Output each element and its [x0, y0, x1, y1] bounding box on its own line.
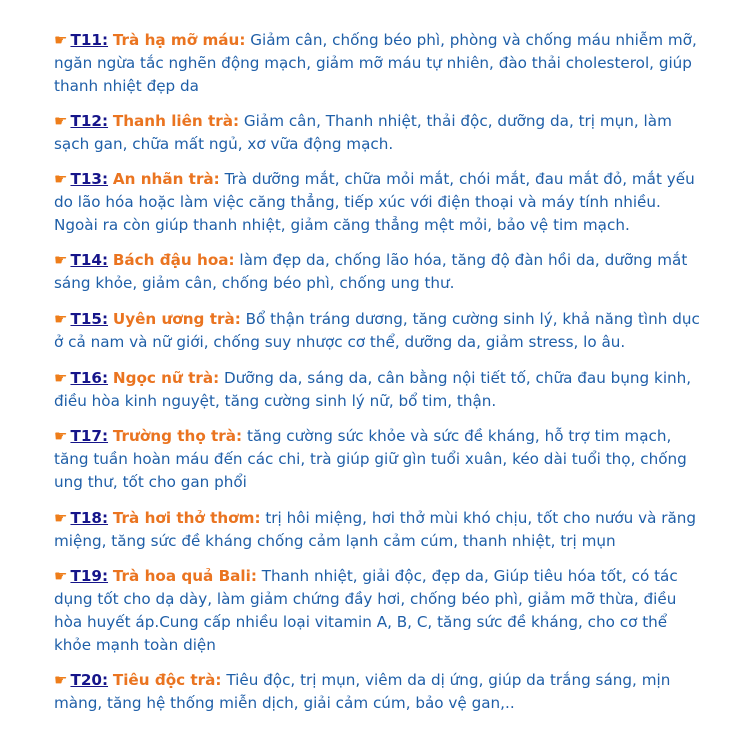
pointing-hand-icon: ☛: [54, 251, 68, 269]
pointing-hand-icon: ☛: [54, 31, 68, 49]
pointing-hand-icon: ☛: [54, 567, 68, 585]
tea-title: Uyên ương trà:: [112, 310, 241, 328]
tea-description: Trà dưỡng mắt, chữa mỏi mắt, chói mắt, đau mắt đỏ, mắt yếu do lão hóa hoặc làm việc căng thẳng, tiếp xúc với điện thoại và máy tính nhiều. Ngoài ra còn giúp thanh nhiệt, giảm căng thẳng mệt mỏi, bảo vệ tim mạch.: [54, 170, 695, 234]
pointing-hand-icon: ☛: [54, 369, 68, 387]
tea-title: Tiêu độc trà:: [112, 671, 222, 689]
pointing-hand-icon: ☛: [54, 671, 68, 689]
tea-title: Trà hơi thở thơm:: [112, 509, 261, 527]
tea-title: Thanh liên trà:: [112, 112, 240, 130]
tea-code-link[interactable]: T15:: [70, 310, 109, 328]
tea-item-t15: [54, 308, 704, 354]
tea-title: Trà hạ mỡ máu:: [112, 31, 246, 49]
tea-item-t12: [54, 110, 704, 156]
pointing-hand-icon: ☛: [54, 170, 68, 188]
tea-item-t19: [54, 565, 704, 657]
tea-item-t11: [54, 29, 704, 98]
tea-title: Ngọc nữ trà:: [112, 369, 220, 387]
tea-description: Bổ thận tráng dương, tăng cường sinh lý, khả năng tình dục ở cả nam và nữ giới, chống suy nhược cơ thể, dưỡng da, giảm stress, lo âu.: [54, 310, 700, 351]
tea-title: Bách đậu hoa:: [112, 251, 235, 269]
tea-code-link[interactable]: T17:: [70, 427, 109, 445]
tea-description: Giảm cân, Thanh nhiệt, thải độc, dưỡng da, trị mụn, làm sạch gan, chữa mất ngủ, xơ vữa động mạch.: [54, 112, 672, 153]
tea-description: tăng cường sức khỏe và sức đề kháng, hỗ trợ tim mạch, tăng tuần hoàn máu đến các chi, trà giúp giữ gìn tuổi xuân, kéo dài tuổi thọ, chống ung thư, tốt cho gan phổi: [54, 427, 687, 491]
tea-title: Trà hoa quả Bali:: [112, 567, 257, 585]
tea-description: Thanh nhiệt, giải độc, đẹp da, Giúp tiêu hóa tốt, có tác dụng tốt cho dạ dày, làm giảm chứng đầy hơi, chống béo phì, giảm mỡ thừa, điều hòa huyết áp.Cung cấp nhiều loại vitamin A, B, C, tăng sức đề kháng, cho cơ thể khỏe mạnh toàn diện: [54, 567, 678, 654]
tea-item-t20: [54, 669, 704, 715]
tea-description: Dưỡng da, sáng da, cân bằng nội tiết tố, chữa đau bụng kinh, điều hòa kinh nguyệt, tăng cường sinh lý nữ, bổ tim, thận.: [54, 369, 692, 410]
tea-code-link[interactable]: T13:: [70, 170, 109, 188]
tea-item-t17: [54, 425, 704, 494]
tea-description: Tiêu độc, trị mụn, viêm da dị ứng, giúp da trắng sáng, mịn màng, tăng hệ thống miễn dịch, giải cảm cúm, bảo vệ gan,..: [54, 671, 671, 712]
pointing-hand-icon: ☛: [54, 310, 68, 328]
tea-item-t13: [54, 168, 704, 237]
tea-code-link[interactable]: T14:: [70, 251, 109, 269]
tea-title: An nhãn trà:: [112, 170, 220, 188]
pointing-hand-icon: ☛: [54, 112, 68, 130]
tea-code-link[interactable]: T19:: [70, 567, 109, 585]
pointing-hand-icon: ☛: [54, 427, 68, 445]
tea-description: làm đẹp da, chống lão hóa, tăng độ đàn hồi da, dưỡng mắt sáng khỏe, giảm cân, chống béo phì, chống ung thư.: [54, 251, 688, 292]
tea-description: Giảm cân, chống béo phì, phòng và chống máu nhiễm mỡ, ngăn ngừa tắc nghẽn động mạch, giảm mỡ máu tự nhiên, đào thải cholesterol, giúp thanh nhiệt đẹp da: [54, 31, 697, 95]
tea-code-link[interactable]: T12:: [70, 112, 109, 130]
tea-description: trị hôi miệng, hơi thở mùi khó chịu, tốt cho nướu và răng miệng, tăng sức đề kháng chống cảm lạnh cảm cúm, thanh nhiệt, trị mụn: [54, 509, 697, 550]
tea-item-t16: [54, 367, 704, 413]
tea-title: Trường thọ trà:: [112, 427, 243, 445]
tea-item-t14: [54, 249, 704, 295]
tea-code-link[interactable]: T16:: [70, 369, 109, 387]
pointing-hand-icon: ☛: [54, 509, 68, 527]
tea-code-link[interactable]: T18:: [70, 509, 109, 527]
tea-code-link[interactable]: T20:: [70, 671, 109, 689]
tea-code-link[interactable]: T11:: [70, 31, 109, 49]
tea-item-t18: [54, 507, 704, 553]
